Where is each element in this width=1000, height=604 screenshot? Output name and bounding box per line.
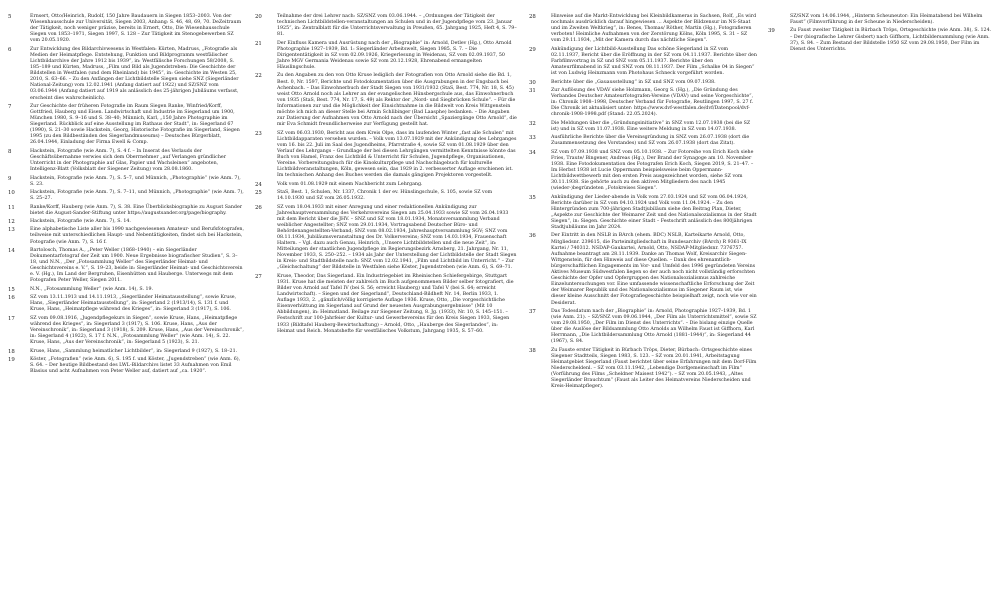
footnote-text: Bartolosch, Thomas A., „Peter Weller (1868–1940) – ein Siegerländer Dokumentarfotograf der Zeit um 1900. Neue Ergebnisse biografischer Studien“, S. 3–18, und N.N., „Der „Fotosammlung Weller“ des Siegerländer Heimat- und Geschichtsvereins e. V.“, S. 19–23, beide in: Siegerländer Heimat- und Geschichtsverein e. V. (Hg.), Im Land der Bergruhen, Eisenhütten und Hauberge. Unterwegs mit dem Fotografen Peter Weller, Siegen 2011. <box>30 247 243 284</box>
footnote-text: Zu Faust zweiter Tätigkeit in Bürbach Tröps, Ortsgeschichte (wie Anm. 38), S. 124. – Der (biografische Lehrer Gisbert) nach Giffhorn, Lichtbildersammlung (wie Anm. 37), S. 84. – Zum Bestand der Bildstelle 1950 SZ vom 29.08.1950, Der Film im Dienst des Unterrichts. <box>790 28 992 52</box>
footnote-number: 31 <box>529 87 536 94</box>
footnote-number: 9 <box>8 175 12 182</box>
footnote-number: 11 <box>8 204 15 211</box>
footnote-number: 15 <box>8 286 15 293</box>
footnote <box>768 14 992 26</box>
footnote-text: Hinweise auf die Markt-Entwicklung bei Kleinbildkameras in Sachsen, Rolf, „Es wird nochmals ausdrücklich darauf hingewiesen … Aspekte der Bildzensur im NS-Staat und im Zweiten Weltkrieg“, in: Benes, Thomas/ Röther, Martin (Hg.), Fotografieren verboten! Heimliche Aufnahmen von der Zerstörung Kölns, Köln 1995, S. 31 – SZ vom 29.11.1934, „Mit der Kamera durch das nächtliche Siegen“. <box>551 14 757 44</box>
footnote <box>529 348 757 391</box>
footnote <box>529 14 757 44</box>
footnote <box>255 182 517 188</box>
footnote-number: 21 <box>255 40 262 47</box>
footnote-text: Zur Auflösung des VDAV siehe Holzmann, Georg S. (Hg.), „Die Gründung des Verbandes Deutscher Amateurfotografen-Vereine (VDAV) und seine Vorgeschichte“, in: Chronik 1908–1998, Deutscher Verband für Fotografie, Reutlingen 1997, S. 27 f. Die Chronik ist aktualisiert unter: https://www.dvf-westfalen.de/dvf/Datenpool/dvf-chronik-1908-1998.pdf (Stand: 22.05.2024). <box>551 87 754 118</box>
footnote-number: 12 <box>8 218 15 225</box>
footnote <box>255 131 517 180</box>
footnote-number: 5 <box>8 14 12 20</box>
footnote <box>529 80 757 86</box>
footnote-text: SZ vom 18.04.1933 mit einer Anregung und einer redaktionellen Ankündigung zur Jahreshauptversammlung des Verkehrsvereins Siegen am 25.04.1933 sowie SZ vom 26.04.1933 mit dem Bericht über die JHV. – SNZ und SZ vom 18.01.1934, Monatsversammlung Verband weiblicher Angestellter; SNZ vom 29.01.1934, Vortragsabend Deutscher Büro- und Behördenangestellten-Verband; SNZ vom 08.02.1934, Jahreshauptversammlung SGV; SNZ vom 08.11.1934, Jubiläumsveranstaltung des Dr. Volkervereins; SNZ vom 14.03.1934, Frauenschaft Haltern. – Vgl. dazu auch Genau, Heinrich, „Unsere Lichtbildstellen und die neue Zeit“, in: Mitteilungen der staatlichen Jugendpflege im Regierungsbezirk Arnsberg, 21. Jahrgang, Nr. 11, November 1933, S. 250–252. – 1934 als Jahr der Unterstellung der Lichtbildstelle der Stadt Siegen in Kreis- und Stadtbildstelle nach: SNZ vom 12.02.1941, „Film und Lichtbild im Unterricht.“ – Zur „Gleichschaltung“ der Bildstelle in Westfalen siehe Köster, Jugendstreben (wie Anm. 6), S. 69–71. <box>277 204 517 271</box>
footnote <box>8 47 244 102</box>
footnote-text: Zur Geschichte der früheren Fotografie im Raum Siegen Ranke, Winfried/Korff, Gottfried, Hauberg und Eisen. Landwirtschaft und Industrie im Siegerland um 1900, München 1980, S. 9–16 und S. 38–40; Münnich, Karl, „150 Jahre Photographie im Siegerland. Rückblick auf eine Ausstellung im Rathaus der Stadt“, in: Siegerland 67 (1990), S. 21–30 sowie Hackstein, Georg, Historische Fotografie im Siegerland, Siegen 1995 (zu den Bildbeständen des Siegerlandmuseums) – Deutsches Bürgerblatt, 26.04.1944, Einladung der Firma Ewell & Comp. <box>30 103 240 146</box>
footnote-text: N.N., „Fotosammlung Weller“ (wie Anm. 14), S. 19. <box>30 286 154 292</box>
footnote-number: 6 <box>8 46 12 53</box>
footnote-text: SZ vom 06.03.1930, Bericht aus dem Kreis Olpe, dass im laufenden Winter „fast alle Schulen“ mit Lichtbildapparaten versehen wurden. – Volk vom 13.07.1929 mit der Ankündigung des Lehrganges vom 16. bis 22. Juli im Saal des Jugendheims, Pfarrstraße 4, sowie SZ vom 01.08.1929 über den Verlauf des Lehrgangs – Grundlage der bei diesen Lehrgängen vermittelten Kenntnisse könnte das Buch von Hamel, Franz des Lichtbild & Unterricht für Schulen, Jugendpflege, Organisationen, Vereine. Vorbereitungsbuch für die Kinokulturpflege und Nachschlagebuch für kulturelle Lichtbildveranstaltungen, Köln, gewesen sein, das 1929 in 2. verbesserter Auflage erschienen ist. Im technischen Anhang des Buches werden die damals gängigen Projektoren vorgestellt. <box>277 130 517 179</box>
footnote <box>529 195 757 232</box>
footnote-text: Zu den Angaben zu den von Otto Kruse lediglich der Fotografien von Otto Arnold siehe die Bd. 1, Best. 0, Nr. 1597, Berichte und Fotodokumentation über die Ausgrabungen in der Engsbach bei Achenbach. – Das Einwohnerbuch der Stadt Siegen von 1931/1932 (StaS, Best. 774, Nr. 18, S. 45) weist Otto Arnold noch als Lehrer an der evangelischen Hünsbergschule aus, das Einwohnerbuch von 1935 (StaS, Best. 774, Nr. 17, S. 49) als Rektor der „Nord- und Siegbrücken Schule“. – Für die Informationen zur und die Möglichkeit der Einsichtnahme in die Bildwelt von Kreis Wittgenstein möchte ich mich an dieser Stelle bei Armin Schlibinger (Bad Laasphe) bedanken. – Die Angaben zur Datierung der Aufnahmen von Otto Arnold nach der Übersicht „Spaziergänge Otto Arnold“, die mir Eva Schmidt freundlicherweise zur Verfügung gestellt hat. <box>277 73 517 128</box>
footnote <box>8 14 244 44</box>
footnote <box>8 149 244 173</box>
footnote <box>529 88 757 118</box>
footnote-text: Kruse, Theodor, Das Siegerland. Ein Industriegebiet im Rheinischen Schiefergebirge, Stuttgart 1931. Kruse hat die meisten der zahlreich im Buch aufgenommenen Bilder selber fotografiert, die Bilder von Arnold auf Tafel IV (bei S. 56; erreicht Hauberg) und Tafel V (bei S. 64; erreicht Landwirtschaft). – Siegen und der Siegerland“, Deutschland-Bildheft Nr. 14, Berlin 1933, 1. Auflage 1933, 2. „gänzlich/völlig korrigierte Auflage 1936. Kruse, Otto, „Die vorgeschichtliche Eisenverhüttung im Siegerland auf Grund der neuesten Ausgrabungsergebnisse“ (Mit 10 Abbildungen), in: Heimatland. Beilage zur Siegener Zeitung, 8. Jg. (1933), Nr. 10, S. 145–151. – Festschrift zur 100-Jahrfeier der Kultur- und Gewerbevereins für den Kreis Siegen 1933, Siegen 1933 (Bildtafel Hauberg-Bewirtschaftung) – Arnold, Otto, „Hauberge des Siegerlandes“, in: Heimat und Reich. Monatshefte für westfälisches Volkstum, Jahrgang 1935, S. 57–60. <box>277 273 514 334</box>
footnote <box>529 233 757 306</box>
footnote <box>529 309 757 346</box>
footnote-number: 27 <box>255 273 262 280</box>
footnote-number: 7 <box>8 103 12 110</box>
footnote-number: 16 <box>8 295 15 302</box>
footnote-text: Teilnahme der drei Lehrer nach: SZ/SNZ vom 03.06.1944. – „Ordnungen der Tätigkeit der technischen Lichtbildstellen-veranstaltungen an Schulen und in der Jugendpflege vom 23. Januar 1925“, in: Zentralblatt für die Unterrichtsverwaltung in Preußen, 65. Jahrgang 1925, Heft 4, S. 79–81. <box>277 14 517 38</box>
footnote-number: 18 <box>8 348 15 355</box>
footnote-text: Hackstein, Fotografie (wie Anm. 7), S. 4 f. – In Inserat des Verlauds der Geschäftsübernahme verwies sich dem Oberrnehmer „auf Verlangen gründlicher Unterricht in der Photographie auf Glas, Papier und Wachsleinen“ angeboten, Intelligenz-Blatt (Volksblatt der Siegener Zeitung) vom 28.08.1860. <box>30 148 226 173</box>
footnote-number: 35 <box>529 194 536 201</box>
footnote-number: 25 <box>255 190 262 197</box>
footnote-text: Ankündigung der Lichtbild-Ausstellung Das schöne Siegerland in SZ vom 02.11.1937, Bericht über die Eröffnung in der SZ vom 04.11.1937. Berichte über den Farbfilmvortrag in SZ und SNZ vom 05.11.1937. Berichte über den Amateurfilmabend in SZ und SNZ vom 08.11.1937. Der Film „Schalke 04 in Siegen“ ist von Ludwig Heinzmann vom Photohaus Schneck vorgeführt worden. <box>551 46 757 77</box>
footnote-text: SZ vom 13.11.1913 und 14.11.1913, „Siegerländer Heimatausstellung“, sowie Kruse, Hans, „Siegerländer Heimatausstellung“, in: Siegerland 2 (1913/14), S. 131 f. und Kruse, Hans, „Heimatpflege während des Krieges“, in: Siegerland 3 (1917), S. 106. <box>30 295 237 313</box>
footnote-number: 10 <box>8 190 15 197</box>
footnote <box>255 41 517 71</box>
footnote-number: 17 <box>8 315 15 322</box>
footnote-number: 14 <box>8 247 15 254</box>
footnote-number: 22 <box>255 73 262 80</box>
footnote-text: Köster, „Fotografien“ (wie Anm. 6), S. 195 f. und Köster, „Jugendstreben“ (wie Anm. 6), S. 64. – Der heutige Bildbestand des LWL-Bildarchivs listet 33 Aufnahmen von Emil Blasius und acht Aufnahmen von Peter Weller auf, datiert auf „ca. 1920“. <box>30 356 241 375</box>
footnote <box>529 150 757 193</box>
footnote <box>8 104 244 147</box>
footnote-number: 8 <box>8 148 12 155</box>
footnote-text: Volk vom 01.08.1929 mit einem Nachbericht zum Lehrgang. <box>277 181 423 187</box>
footnote-text: StaS, Best. 1, Schulen, Nr. 1337, Chronik 1 der ev. Hünslingschule, S. 105, sowie SZ vom 14.10.1930 und SZ vom 26.05.1932. <box>277 190 493 202</box>
footnote <box>529 47 757 77</box>
footnote-number: 36 <box>529 233 536 240</box>
footnote <box>8 219 244 225</box>
footnote-number: 13 <box>8 227 15 234</box>
footnote-text: Ernsert, Otto/Heinrich, Rudolf, 150 Jahre Baudauern in Siegen 1853–2003. Von der Wiesenhausschule zur Universität, Siegen 2003, Anhang: S. 46, 48, 69, 70. DeZeitraum der Tätigkeit, noch weniger präzise, bereits in Ernert, Otto, Die Wiesenhausschule Siegen von 1853–1971, Siegen 1997, S. 128 – Zur Tätigkeit im Stenogebewerben SZ vom 20.05.1920. <box>30 14 242 44</box>
footnote-text: Berichte über die „Gauausstellung“ in SZ und SNZ vom 09.07.1938. <box>551 79 716 85</box>
footnote-number: 19 <box>8 356 15 363</box>
footnote-number: 26 <box>255 204 262 211</box>
footnote <box>8 205 244 217</box>
footnote-text: Ausführliche Berichte über die Vereinsgründung in SNZ vom 26.07.1938 (dort die Zusammensetzung des Vorstandes) und SZ vom 26.07.1938 (dort das Zitat). <box>551 135 750 147</box>
footnote-number: 24 <box>255 181 262 188</box>
footnote-column-3 <box>529 14 757 393</box>
footnote-text: SZ vom 09.08.1916, „Jugendpflegekurs in Siegen“, sowie Kruse, Hans, „Heimatpflege während des Krieges“, in: Siegerland 3 (1917), S. 106. Kruse, Hans, „Aus der Vereinschronik“, in: Siegerland 3 (1918), S. 209. Kruse, Hans, „Aus der Vereinschronik“, in: Siegerland 4 (1922), S. 17 f. N.N., „Fotosammlung Weller“ (wie Anm. 14), S. 22. Kruse, Hans, „Aus der Vereinschronik“, in: Siegerland 5 (1923), S. 21. <box>30 315 244 346</box>
footnote-number: 32 <box>529 120 536 127</box>
footnote <box>8 295 244 313</box>
footnote-column-1 <box>8 14 244 378</box>
footnote-number: 28 <box>529 14 536 20</box>
footnote <box>255 73 517 128</box>
footnote-text: Eine alphabetische Liste aller bis 1990 nachgewiesenen Amateur- und Berufsfotografen, teilweise mit unterschiedlichen Haupt- und Nebentätigkeiten, findet sich bei Hackstein, Fotografie (wie Anm. 7), S. 16 f. <box>30 227 244 245</box>
footnote <box>255 205 517 272</box>
footnote <box>8 248 244 285</box>
footnote-text: SZ vom 07.09.1938 und SNZ vom 05.10.1938. – Zur Fotoreihe von Erich Koch siehe Fries, Traute/ Bingener, Andreas (Hg.), Der Brand der Synagoge am 10. November 1938. Eine Fotodokumentation des Fotografen Erich Koch, Siegen 2019, S. 21–47. – Im Herbst 1938 ist Lucie Oppermann beispielsweise beim Oppermann-Lichtbildwettbewerb mit den ersten Preis ausgezeichnet worden, siehe SZ vom 30.11.1938. Sie gehörte auch zu den aktiven Mitgliedern des nach 1945 (wieder-)begründeten „Fotokreises Siegen“. <box>551 149 754 192</box>
footnote-number: 37 <box>529 308 536 315</box>
footnote-text: Das Todesdatum nach der „Biographie“ in: Arnold, Photographie 1927–1939, Bd. 1 (wie Anm. 21). – SZ/SNZ vom 09.06.1944, „Der Film als Unterrichtsmittel“, sowie SZ vom 29.08.1950, „Der Film im Dienst des Unterrichts“. – Die bislang einzige Quelle über die Auslöse der Bildsammlung Otto Arnolds an Wilhelm Faust ist Giffhorn, Karl Herrmann, „Die Lichtbildersammlung Otto Arnold (1881–1944)“, in: Siegerland 44 (1967), S. 84. <box>551 308 757 345</box>
footnote <box>255 14 517 38</box>
footnote <box>8 349 244 355</box>
footnote-number: 29 <box>529 46 536 53</box>
footnote-number: 23 <box>255 130 262 137</box>
footnote <box>8 190 244 202</box>
footnote-column-4 <box>768 14 992 55</box>
footnote <box>8 357 244 375</box>
footnote-text: Der Einfluss Kamera und Ausrüstung nach der „Biographie“ in: Arnold, Detlev (Hg.), Otto Arnold Photographie 1927–1939, Bd. 1: Siegerländer Arbeitswelt, Siegen 1985, S. 7. – Die Dirigententätigkeit in SZ vom 02.09.1926, Kriegerlesung in Weidenau, SZ vom 02.09.1937, 50 Jahre MGV Germania Weidenau sowie SZ vom 20.12.1928, Ehrenabend ermangelten Häuslingschule. <box>277 40 512 71</box>
footnote-text: SZ/SNZ vom 14.06.1944, „Hinterm Scheuneutor: Ein Heimatabend bei Wilhelm Faust“ (Filmvorführung in der Scheune in Niederscheiden). <box>790 14 983 26</box>
footnote <box>8 287 244 293</box>
footnote-text: Hackstein, Fotografie (wie Anm. 7), S. 14. <box>30 218 131 224</box>
footnote-text: Ranke/Korff, Hauberg (wie Anm. 7), S. 38. Eine Überblicksbiographie zu August Sander bietet die August-Sander-Stiftung unter https://augustsander.org/page/biography. <box>30 204 243 216</box>
footnote-text: Der Eintritt in den NSLB in BArch (ehem. BDC) NSLB, Karteikarte Arnold, Otto, Mitgliedsnr. 239615, die Parteimitgliedschaft in Bundesarchiv (BArch) R 9361-IX Kartei / 740312. NSDAP-Gaukartei, Arnold, Otto, NSDAP-Mitgliedsnr. 7376757. Aufnahme beantragt am 28.11.1939. Danke an Thomas Wolf, Kreisarchiv Siegen-Wittgenstein, für den Hinweis auf diese Quellen. – Dank des ehrenamtlich-bürgerschaftlichen Engagements im Vor- und Umfeld des 1996 gegründeten Vereins Aktives Museum Südwestfalen liegen so der auch noch nicht vollständig erforschten Geschichte der Opfer und Opfergruppen des Nationalsozialismus zahlreiche Einzeluntersuchungen vor. Eine umfassende wissenschaftliche Erforschung der Zeit der Weimarer Republik und des Nationalsozialismus im Siegener Raum ist, wie dieser kleine Ausschnitt der Fotografiegeschichte beispielhaft zeigt, noch wie vor ein Desiderat. <box>551 233 757 306</box>
footnote-number: 39 <box>768 28 775 35</box>
footnote-number: 34 <box>529 149 536 156</box>
footnote-text: Zu Fauste erster Tätigkeit in Bürbach Tröps, Dieter, Bürbach: Ortsgeschichte eines Siegener Stadtteils, Siegen 1983, S. 123. – SZ vom 20.01.1941, Arbeitstagung Heimatgebiet Siegerland (Faust berichtet über seine Erfahrungen mit dem Dorf-Film Niederscheldenl. – SZ vom 03.11.1942, „Lebendige Dorfgemeinschaft im Film“ (Vorführung des Films „Scheldner Maisest 1942“). – SZ vom 20.05.1943, „Altes Siegerländer Brauchtum“ (Faust als Leiter des Heimatvereins Niederscheiden und Kreis-Heimatpfleger). <box>551 347 757 390</box>
footnote <box>8 176 244 188</box>
footnote-column-2 <box>255 14 517 337</box>
footnote <box>529 121 757 133</box>
footnote-text: Zur Entwicklung des Bildarchivwesens in Westfalen: Kürten, Madruss, „Fotografie als Medien der Heimatpflege. Entstehung, Funktion und Bildprogramm westfälischer Lichtbildarchive der Jahre 1912 bis 1939“, in: Westfälische Forschungen 58/2008, S. 185–189 und Kürten, Madruss, „Film und Bild als Jugendstreben: Die Geschichte der Bildstellen in Westfalen (und dem Rheinland) bis 1945“, in: Geschichte im Westen 25, 2010, S. 63–66. – Zu den Anfängen der Lichtbildstelle Siegen siehe SNZ (Siegerländer National-Zeitung) vom 12.02.1941 (Anfang datiert auf 1922) und SZ/SNZ vom 03.06.1944 (Anfang datiert auf 1919 als anlässlich des 25-jährigen Jubiläums verfasst, erscheint dies wahrscheinlich). <box>30 46 239 101</box>
footnote <box>768 28 992 52</box>
footnote-text: Hackstein, Fotografie (wie Anm. 7), S. 5–7, und Münnich, „Photographie“ (wie Anm. 7), S. 23. <box>30 175 241 187</box>
footnote <box>8 227 244 245</box>
footnote <box>255 274 517 335</box>
footnote-text: Hackstein, Fotografie (wie Anm. 7), S. 7–11, und Münnich, „Photographie“ (wie Anm. 7), S. 25–27. <box>30 190 244 202</box>
footnote-number: 30 <box>529 79 536 86</box>
footnote-number: 38 <box>529 347 536 354</box>
footnote-text: Die Meldungen über die „Gründungsinitiative“ in SNZ vom 12.07.1938 (bei die SZ ist) und in SZ vom 11.07.1938. Eine weitere Meldung in SZ vom 14.07.1938. <box>551 120 751 132</box>
footnote-number: 20 <box>255 14 262 20</box>
footnote <box>255 190 517 202</box>
footnote-text: Kruse, Hans, „Sammlung heimatlicher Lichtbilder“, in: Siegerland 9 (1927), S. 18–21. <box>30 348 238 354</box>
footnote-number: 33 <box>529 135 536 142</box>
footnote <box>529 135 757 147</box>
footnote <box>8 316 244 346</box>
footnote-text: Ankündigung der Lieder-abende in Volk vom 27.03.1924 und SZ vom 06.04.1924, Berichte darüber in SZ vom 04.10.1924 und Volk vom 11.04.1924. – Zu den Hintergründen zum 700-jährigen Stadtjubiläum siehe den Beitrag Plan, Dieter, „Aspekte zur Geschichte der Weimarer Zeit und des Nationalsozialismus in der Stadt Siegen“, in: Siegen. Geschichte einer Stadt – Festschrift anlässlich des 800jährigen Stadtjubiläums im Jahr 2024. <box>551 194 757 231</box>
